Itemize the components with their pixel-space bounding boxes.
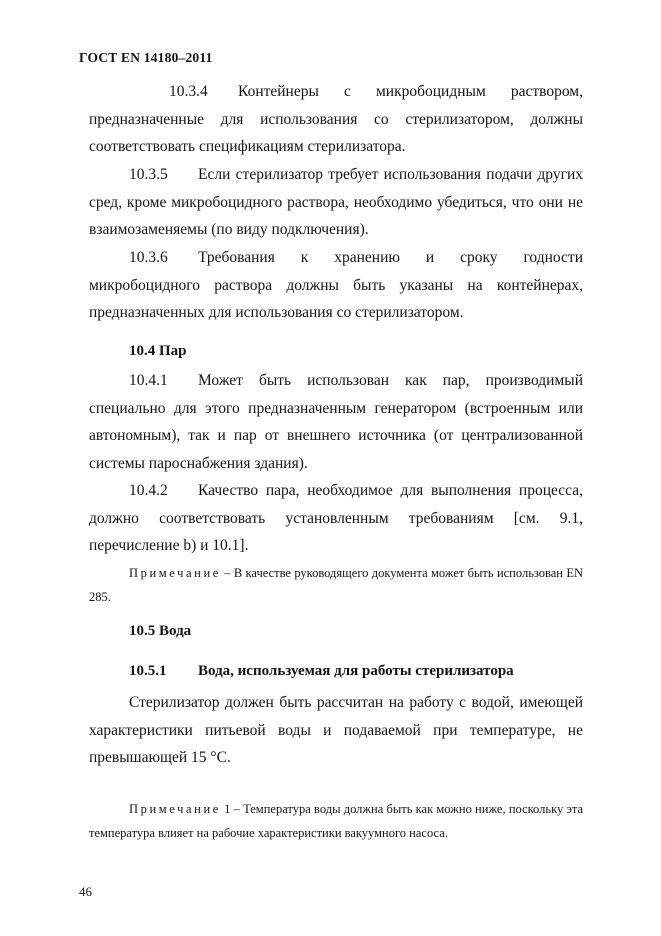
subsection-heading-10-5-1 <box>129 663 514 680</box>
note-text: – В качестве руководящего документа может быть использован EN 285. <box>89 566 583 604</box>
clause-number: 10.5.1 <box>129 663 167 679</box>
page-number: 46 <box>79 884 92 899</box>
heading-text: Вода, используемая для работы стерилизатора <box>198 663 514 679</box>
clause-number: 10.3.4 <box>169 83 208 100</box>
clause-number: 10.4.2 <box>129 482 168 499</box>
section-heading-10-4: 10.4 Пар <box>129 343 187 359</box>
clause-text: Требования к хранению и сроку годности микробоцидного раствора должны быть указаны на контейнерах, предназначенных для использования со стерилизатором. <box>89 249 583 321</box>
note-10-5-1 <box>89 797 583 845</box>
note-10-4 <box>89 561 583 609</box>
clause-number: 10.4.1 <box>129 372 168 389</box>
clause-text: Если стерилизатор требует использования подачи других сред, кроме микробоцидного раствора, необходимо убедиться, что они не взаимозаменяемы (по виду подключения). <box>89 166 583 238</box>
clause-text: Может быть использован как пар, производимый специально для этого предназначенным генератором (встроенным или автономным), так и пар от внешнего источника (от централизованной системы пароснабжения здания). <box>89 372 583 472</box>
paragraph-10-3-4 <box>89 78 583 161</box>
clause-number: 10.3.6 <box>129 249 168 266</box>
paragraph-10-3-6 <box>89 244 583 327</box>
note-text: 1 – Температура воды должна быть как можно ниже, поскольку эта температура влияет на рабочие характеристики вакуумного насоса. <box>89 802 583 840</box>
section-heading-10-5: 10.5 Вода <box>129 623 192 639</box>
note-label: Примечание <box>129 566 221 580</box>
note-label: Примечание <box>129 802 221 816</box>
document-header: ГОСТ EN 14180–2011 <box>79 50 213 65</box>
clause-text: Стерилизатор должен быть рассчитан на работу с водой, имеющей характеристики питьевой воды и подаваемой при температуре, не превышающей 15 °С. <box>89 694 583 766</box>
paragraph-10-5-1 <box>89 689 583 772</box>
paragraph-10-3-5 <box>89 161 583 244</box>
paragraph-10-4-1 <box>89 367 583 477</box>
paragraph-10-4-2 <box>89 477 583 560</box>
clause-number: 10.3.5 <box>129 166 168 183</box>
clause-text: Качество пара, необходимое для выполнения процесса, должно соответствовать установленным требованиям [см. 9.1, перечисление b) и 10.1]. <box>89 482 583 554</box>
clause-text: Контейнеры с микробоцидным раствором, предназначенные для использования со стерилизатором, должны соответствовать спецификациям стерилизатора. <box>89 83 583 155</box>
